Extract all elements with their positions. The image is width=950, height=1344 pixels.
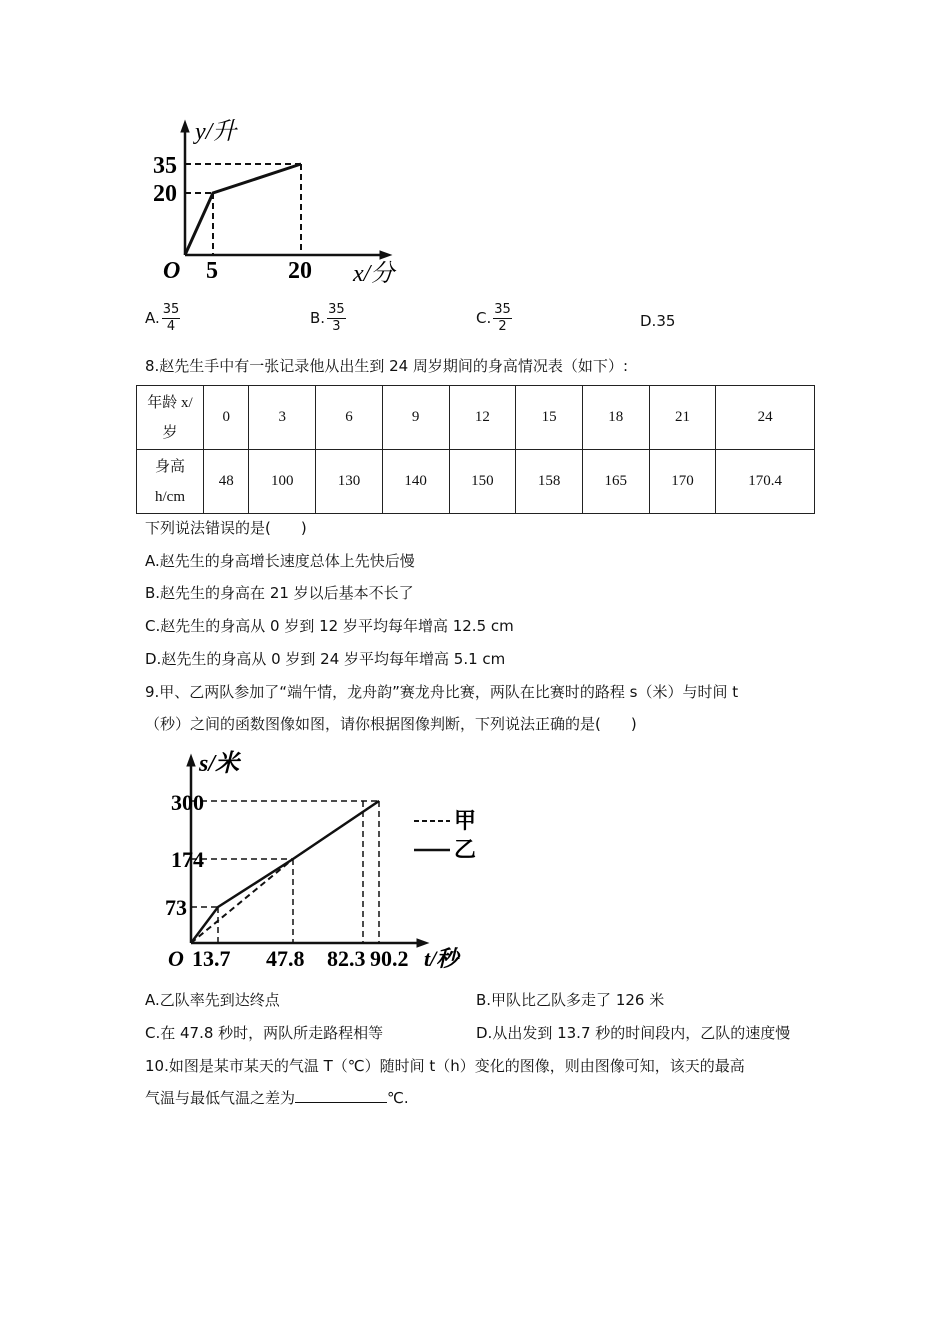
y-axis-label: y/升	[195, 119, 237, 145]
table-cell: 140	[382, 450, 449, 514]
table-cell: 3	[249, 386, 316, 450]
x-axis-arrow	[380, 251, 391, 259]
q9-stem-line2: （秒）之间的函数图像如图，请你根据图像判断，下列说法正确的是( )	[145, 715, 637, 733]
y-axis-arrow	[187, 755, 195, 766]
q7-option-c: C. $\frac{35}{2}$	[476, 302, 511, 334]
x-axis-label: t/秒	[424, 946, 459, 971]
q7-option-d: D.35	[640, 312, 676, 330]
q9-option-c: C.在 47.8 秒时，两队所走路程相等	[145, 1024, 384, 1042]
table-cell: 150	[449, 450, 516, 514]
y-tick-73: 73	[165, 895, 187, 920]
y-axis-label: s/米	[199, 751, 240, 777]
y-tick-300: 300	[171, 790, 204, 815]
table-cell: 15	[516, 386, 583, 450]
origin-label: O	[163, 258, 181, 284]
q8-stem: 8.赵先生手中有一张记录他从出生到 24 周岁期间的身高情况表（如下）:	[145, 357, 628, 375]
height-table	[136, 385, 815, 514]
q7-option-a: A. $\frac{35}{4}$	[145, 302, 180, 334]
y-tick-35: 35	[153, 153, 177, 179]
series-jia-line	[191, 801, 379, 943]
y-tick-174: 174	[171, 847, 204, 872]
age-header: 年龄 x/ 岁	[137, 386, 204, 450]
table-cell: 18	[582, 386, 649, 450]
y-tick-20: 20	[153, 181, 177, 207]
height-header: 身高 h/cm	[137, 450, 204, 514]
x-tick-47-8: 47.8	[266, 946, 305, 971]
table-cell: 9	[382, 386, 449, 450]
q9-option-d: D.从出发到 13.7 秒的时间段内，乙队的速度慢	[476, 1024, 791, 1042]
fraction: $\frac{35}{2}$	[494, 302, 511, 334]
table-cell: 0	[204, 386, 249, 450]
table-cell: 6	[316, 386, 383, 450]
race-graph	[160, 743, 490, 975]
table-cell: 158	[516, 450, 583, 514]
table-cell: 48	[204, 450, 249, 514]
x-axis-label: x/分	[353, 261, 395, 287]
volume-line	[185, 164, 301, 255]
x-tick-82-3: 82.3	[327, 946, 366, 971]
table-cell: 170.4	[716, 450, 815, 514]
q9-option-a: A.乙队率先到达终点	[145, 991, 280, 1009]
origin-label: O	[168, 946, 184, 971]
q9-stem-line1: 9.甲、乙两队参加了“端午情，龙舟韵”赛龙舟比赛，两队在比赛时的路程 s（米）与时间 t	[145, 683, 739, 701]
table-row-age	[137, 386, 815, 450]
x-tick-13-7: 13.7	[192, 946, 231, 971]
legend-jia-label: 甲	[454, 808, 477, 833]
legend-yi-label: 乙	[454, 837, 477, 862]
q9-option-b: B.甲队比乙队多走了 126 米	[476, 991, 665, 1009]
q7-option-b: B. $\frac{35}{3}$	[310, 302, 345, 334]
table-cell: 21	[649, 386, 716, 450]
y-axis-arrow	[181, 121, 189, 132]
table-row-height	[137, 450, 815, 514]
table-cell: 170	[649, 450, 716, 514]
q8-option-d: D.赵先生的身高从 0 岁到 24 岁平均每年增高 5.1 cm	[145, 650, 506, 668]
table-cell: 24	[716, 386, 815, 450]
fraction: $\frac{35}{4}$	[162, 302, 180, 334]
water-volume-graph	[145, 115, 415, 295]
q8-option-c: C.赵先生的身高从 0 岁到 12 岁平均每年增高 12.5 cm	[145, 617, 514, 635]
series-yi-line	[191, 801, 379, 943]
q10-stem-line2: 气温与最低气温之差为 ℃.	[145, 1089, 409, 1107]
answer-blank[interactable]	[295, 1088, 387, 1103]
fraction: $\frac{35}{3}$	[328, 302, 345, 334]
table-cell: 165	[582, 450, 649, 514]
table-cell: 130	[316, 450, 383, 514]
q8-option-a: A.赵先生的身高增长速度总体上先快后慢	[145, 552, 415, 570]
table-cell: 12	[449, 386, 516, 450]
q8-option-b: B.赵先生的身高在 21 岁以后基本不长了	[145, 584, 414, 602]
x-tick-5: 5	[206, 258, 218, 284]
table-cell: 100	[249, 450, 316, 514]
q8-prompt: 下列说法错误的是( )	[145, 519, 307, 537]
q10-stem-line1: 10.如图是某市某天的气温 T（℃）随时间 t（h）变化的图像，则由图像可知，该天的最高	[145, 1057, 745, 1075]
x-tick-90-2: 90.2	[370, 946, 409, 971]
x-tick-20: 20	[288, 258, 312, 284]
